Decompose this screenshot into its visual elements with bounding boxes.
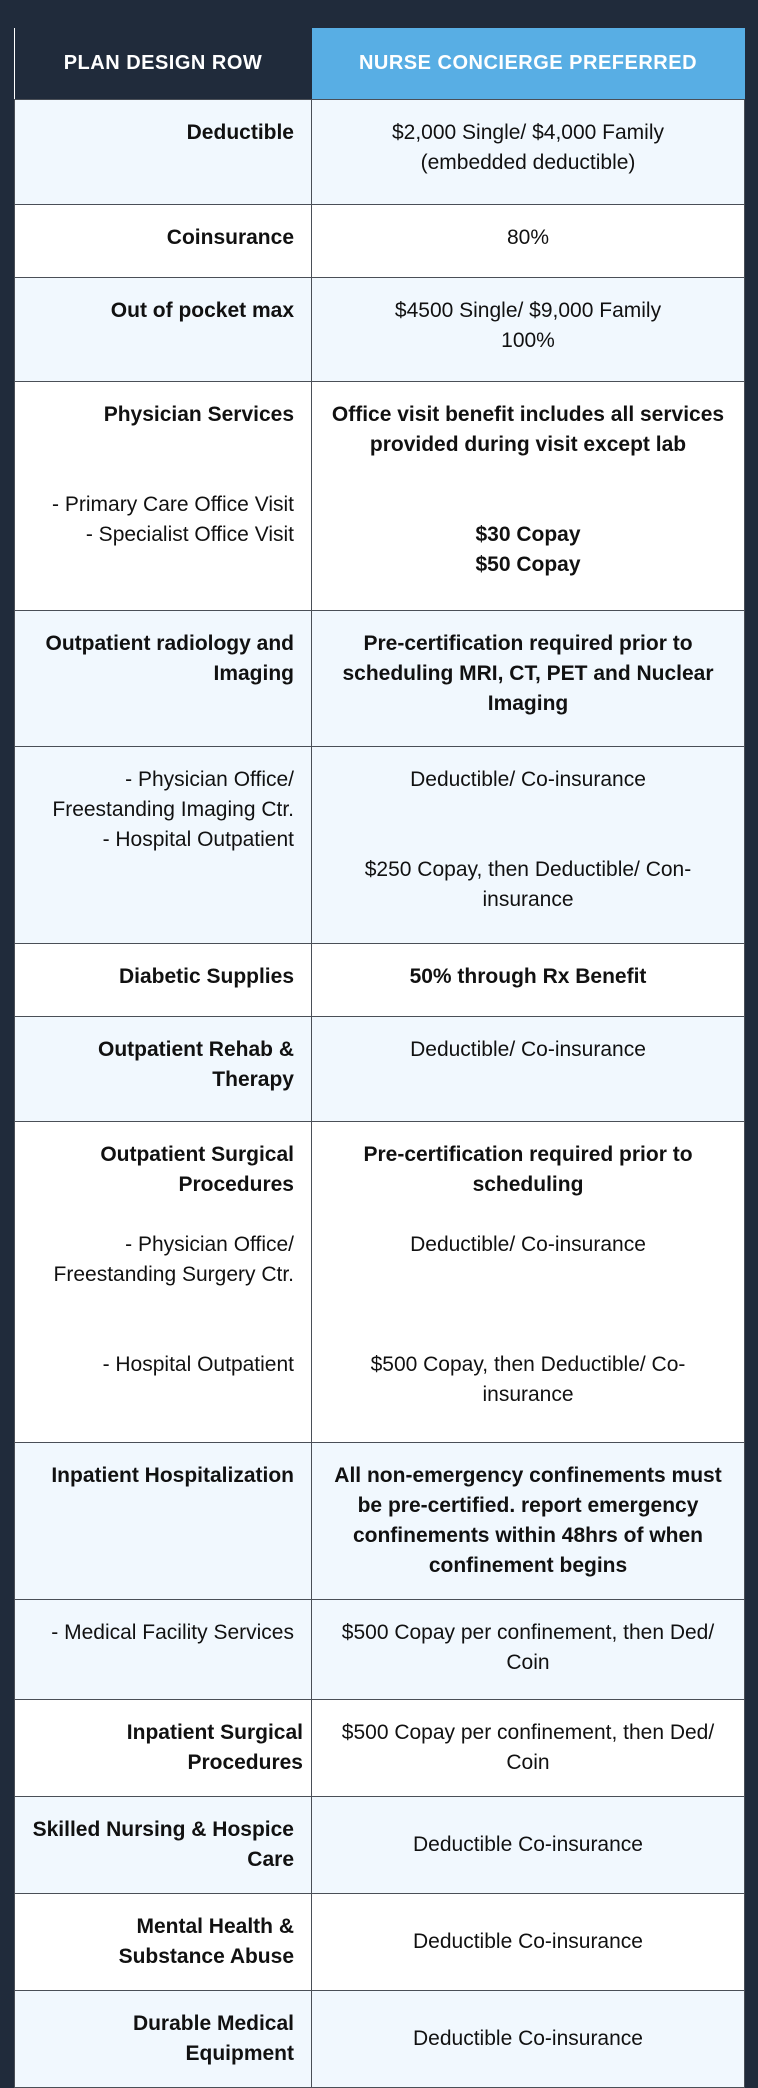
row-label: Deductible xyxy=(15,100,312,205)
row-label-cell xyxy=(15,382,312,611)
row-value: 80% xyxy=(312,205,745,278)
column-header-nurse-concierge: NURSE CONCIERGE PREFERRED xyxy=(312,28,745,100)
row-value: Deductible Co-insurance xyxy=(312,1797,745,1894)
row-value: $500 Copay per confinement, then Ded/ Coin xyxy=(312,1600,745,1700)
table-row-inpatient-hospitalization xyxy=(15,1443,745,1600)
column-header-plan-design: PLAN DESIGN ROW xyxy=(15,28,312,100)
row-label: Inpatient Hospitalization xyxy=(15,1443,312,1600)
table-row-medical-facility xyxy=(15,1600,745,1700)
sub-label: - Primary Care Office Visit xyxy=(52,493,294,516)
sub-label: - Hospital Outpatient xyxy=(102,1353,294,1376)
row-value xyxy=(312,1122,745,1443)
sub-value: $30 Copay xyxy=(475,523,581,546)
benefits-table xyxy=(14,28,745,2088)
sub-label: - Specialist Office Visit xyxy=(85,523,294,546)
row-label: Inpatient Surgical Procedures xyxy=(15,1700,312,1797)
table-row-deductible xyxy=(15,100,745,205)
table-header-row xyxy=(15,28,745,100)
benefits-table-container xyxy=(14,28,744,2088)
row-value: Deductible/ Co-insurance xyxy=(312,1017,745,1122)
sub-value: $50 Copay xyxy=(475,553,581,576)
row-label: Skilled Nursing & Hospice Care xyxy=(15,1797,312,1894)
row-label-cell xyxy=(15,747,312,944)
row-label: Outpatient Surgical Procedures xyxy=(100,1143,294,1196)
table-row-outpatient-radiology xyxy=(15,611,745,747)
row-value: Pre-certification required prior to scheduling MRI, CT, PET and Nuclear Imaging xyxy=(312,611,745,747)
table-row-outpatient-surgical xyxy=(15,1122,745,1443)
row-value: All non-emergency confinements must be pre-certified. report emergency confinements within 48hrs of when confinement begins xyxy=(312,1443,745,1600)
row-label: Out of pocket max xyxy=(15,278,312,382)
sub-label: - Hospital Outpatient xyxy=(102,828,294,851)
note-text: Pre-certification required prior to scheduling xyxy=(363,1143,693,1196)
sub-value: $250 Copay, then Deductible/ Con-insurance xyxy=(364,858,692,911)
table-row-inpatient-surgical xyxy=(15,1700,745,1797)
row-value xyxy=(312,100,745,205)
row-value: Deductible Co-insurance xyxy=(312,1991,745,2088)
row-label: Durable Medical Equipment xyxy=(15,1991,312,2088)
row-value xyxy=(312,382,745,611)
value-line: $2,000 Single/ $4,000 Family xyxy=(391,121,664,144)
sub-value: $500 Copay, then Deductible/ Co-insurance xyxy=(370,1353,686,1406)
sub-value: Deductible/ Co-insurance xyxy=(410,768,646,791)
table-row-out-of-pocket xyxy=(15,278,745,382)
row-label: Outpatient radiology and Imaging xyxy=(15,611,312,747)
table-row-imaging-locations xyxy=(15,747,745,944)
row-value xyxy=(312,747,745,944)
row-value xyxy=(312,278,745,382)
sub-value: Deductible/ Co-insurance xyxy=(410,1233,646,1256)
table-row-mental-health xyxy=(15,1894,745,1991)
note-text: Office visit benefit includes all services provided during visit except lab xyxy=(331,403,725,456)
table-row-outpatient-rehab xyxy=(15,1017,745,1122)
value-line: 100% xyxy=(501,329,555,352)
row-value: Deductible Co-insurance xyxy=(312,1894,745,1991)
row-value: 50% through Rx Benefit xyxy=(312,944,745,1017)
value-line: (embedded deductible) xyxy=(420,151,636,174)
row-label: - Medical Facility Services xyxy=(15,1600,312,1700)
row-label: Physician Services xyxy=(103,403,294,426)
row-label-cell xyxy=(15,1122,312,1443)
sub-label: - Physician Office/ Freestanding Surgery Ctr. xyxy=(53,1233,294,1286)
table-row-physician-services xyxy=(15,382,745,611)
value-line: $4500 Single/ $9,000 Family xyxy=(394,299,662,322)
row-label: Coinsurance xyxy=(15,205,312,278)
table-row-skilled-nursing xyxy=(15,1797,745,1894)
table-row-diabetic-supplies xyxy=(15,944,745,1017)
row-label: Outpatient Rehab & Therapy xyxy=(15,1017,312,1122)
table-row-durable-medical-equipment xyxy=(15,1991,745,2088)
table-row-coinsurance xyxy=(15,205,745,278)
row-label: Diabetic Supplies xyxy=(15,944,312,1017)
sub-label: - Physician Office/ Freestanding Imaging Ctr. xyxy=(52,768,294,821)
row-value: $500 Copay per confinement, then Ded/ Coin xyxy=(312,1700,745,1797)
row-label: Mental Health & Substance Abuse xyxy=(15,1894,312,1991)
